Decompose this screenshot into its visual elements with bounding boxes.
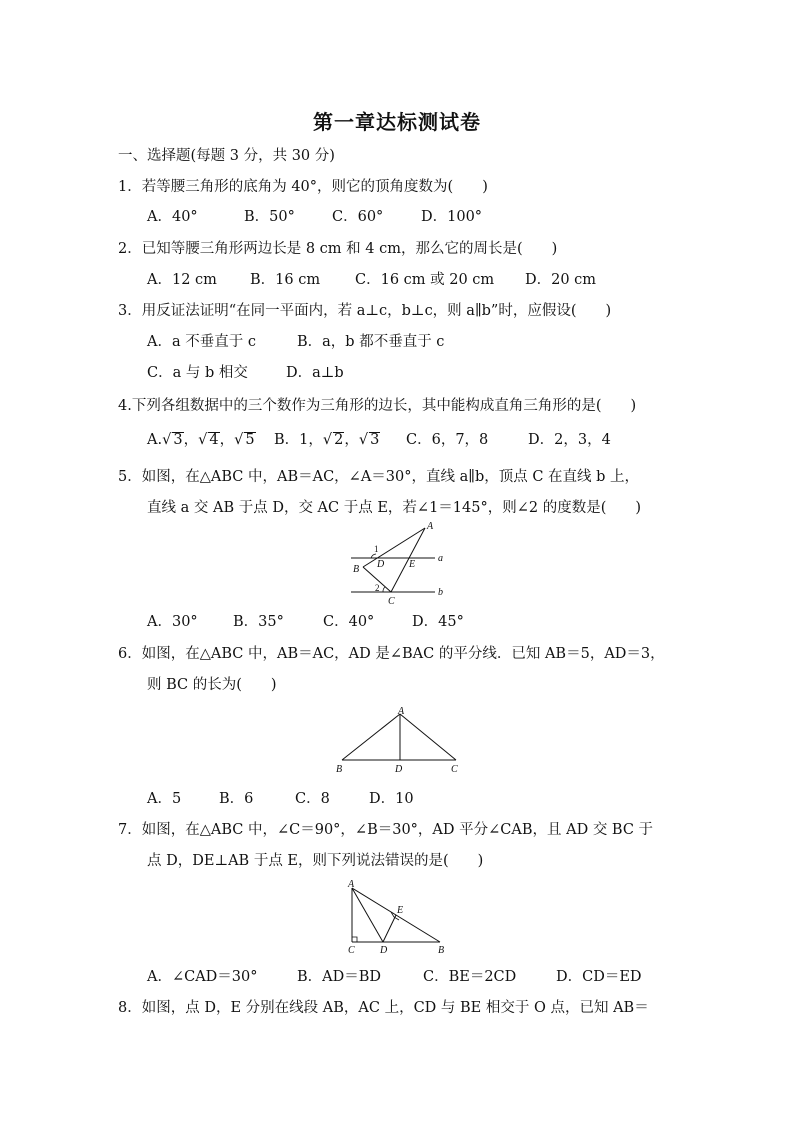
- q2-option-a: A．12 cm: [147, 272, 217, 288]
- q3-option-c: C．a 与 b 相交: [147, 365, 248, 381]
- q7-option-a: A．∠CAD＝30°: [147, 969, 258, 985]
- q7-figure: [342, 878, 454, 956]
- q5-option-c: C．40°: [323, 614, 375, 630]
- point-c-label: C: [388, 596, 395, 607]
- point-c-label: C: [348, 945, 355, 956]
- q2-option-c: C．16 cm 或 20 cm: [355, 272, 495, 288]
- question-1-stem: 1．若等腰三角形的底角为 40°，则它的顶角度数为( ): [118, 179, 488, 195]
- right-angle-c: [352, 937, 357, 942]
- sqrt-sign: √: [322, 432, 333, 448]
- sqrt-sign: √: [358, 432, 369, 448]
- q4-option-c: C．6，7，8: [406, 432, 489, 448]
- segment-de: [383, 915, 396, 942]
- q6-option-a: A．5: [147, 791, 182, 807]
- q6-figure: [330, 704, 470, 776]
- q4-option-d: D．2，3，4: [528, 432, 611, 448]
- q1-option-a: A．40°: [147, 209, 198, 225]
- q5-option-a: A．30°: [147, 614, 198, 630]
- sqrt-sign: √: [198, 432, 208, 448]
- question-5-stem-line-2: 直线 a 交 AB 于点 D，交 AC 于点 E，若∠1＝145°，则∠2 的度数是( ): [147, 500, 642, 516]
- section-heading: 一、选择题(每题 3 分，共 30 分): [118, 148, 335, 164]
- segment-ab: [363, 528, 425, 567]
- line-b-label: b: [438, 587, 443, 598]
- q1-option-b: B．50°: [244, 209, 295, 225]
- question-4-stem: 4.下列各组数据中的三个数作为三角形的边长，其中能构成直角三角形的是( ): [118, 398, 637, 414]
- sqrt-sign: √: [234, 432, 244, 448]
- q4-a-radicand-1: 3: [173, 432, 183, 448]
- q4-a-prefix: A.: [147, 432, 163, 448]
- sqrt-sign: √: [162, 432, 172, 448]
- q7-option-b: B．AD＝BD: [297, 969, 382, 985]
- q5-option-d: D．45°: [412, 614, 464, 630]
- q7-option-d: D．CD＝ED: [556, 969, 642, 985]
- q6-option-c: C．8: [295, 791, 330, 807]
- point-e-label: E: [409, 559, 416, 570]
- angle-1-label: 1: [374, 544, 379, 554]
- segment-ac: [391, 528, 425, 592]
- question-3-stem: 3．用反证法证明“在同一平面内，若 a⊥c，b⊥c，则 a∥b”时，应假设( ): [118, 303, 612, 319]
- q3-option-d: D．a⊥b: [286, 365, 344, 381]
- q4-b-radicand-1: 2: [334, 432, 344, 448]
- q3-option-b: B．a，b 都不垂直于 c: [297, 334, 445, 350]
- q1-option-c: C．60°: [332, 209, 384, 225]
- point-b-label: B: [353, 564, 360, 575]
- question-5-stem-line-1: 5．如图，在△ABC 中，AB＝AC，∠A＝30°，直线 a∥b，顶点 C 在直线 b 上，: [118, 469, 640, 485]
- point-b-label: B: [438, 945, 445, 956]
- page-title: 第一章达标测试卷: [313, 110, 481, 134]
- question-6-stem-line-1: 6．如图，在△ABC 中，AB＝AC，AD 是∠BAC 的平分线．已知 AB＝5，AD＝3，: [118, 646, 665, 662]
- angle-2-arc: [383, 587, 385, 592]
- segment-ad: [352, 888, 383, 942]
- question-8-stem-line-1: 8．如图，点 D，E 分别在线段 AB，AC 上，CD 与 BE 相交于 O 点，已知 AB＝: [118, 1000, 649, 1016]
- angle-1-arc: [371, 554, 376, 558]
- point-d-label: D: [380, 945, 388, 956]
- q7-option-c: C．BE＝2CD: [423, 969, 517, 985]
- q5-figure: [345, 520, 455, 608]
- q2-option-d: D．20 cm: [525, 272, 597, 288]
- q4-option-b: [274, 430, 380, 450]
- point-e-label: E: [397, 905, 404, 916]
- q1-option-d: D．100°: [421, 209, 483, 225]
- q4-option-a: [147, 430, 256, 450]
- q5-option-b: B．35°: [233, 614, 284, 630]
- angle-2-label: 2: [375, 583, 380, 593]
- q4-b-prefix: B．1，: [274, 432, 323, 448]
- question-2-stem: 2．已知等腰三角形两边长是 8 cm 和 4 cm，那么它的周长是( ): [118, 241, 558, 257]
- q2-option-b: B．16 cm: [250, 272, 321, 288]
- q4-b-radicand-2: 3: [370, 432, 380, 448]
- point-b-label: B: [336, 764, 343, 775]
- q6-option-b: B．6: [219, 791, 254, 807]
- q4-a-sep-2: ，: [219, 432, 235, 448]
- question-7-stem-line-1: 7．如图，在△ABC 中，∠C＝90°，∠B＝30°，AD 平分∠CAB，且 AD 交 BC 于: [118, 822, 654, 838]
- point-a-label: A: [398, 706, 405, 717]
- point-a-label: A: [427, 521, 434, 532]
- q4-a-sep-1: ，: [183, 432, 199, 448]
- segment-ab: [342, 714, 400, 760]
- q3-option-a: A．a 不垂直于 c: [147, 334, 256, 350]
- q4-b-sep: ，: [344, 432, 359, 448]
- point-a-label: A: [348, 879, 355, 890]
- point-d-label: D: [395, 764, 403, 775]
- question-7-stem-line-2: 点 D，DE⊥AB 于点 E，则下列说法错误的是( ): [147, 853, 484, 869]
- q6-option-d: D．10: [369, 791, 414, 807]
- point-d-label: D: [377, 559, 385, 570]
- q4-a-radicand-3: 5: [245, 432, 255, 448]
- line-a-label: a: [438, 553, 443, 564]
- segment-ac: [400, 714, 456, 760]
- point-c-label: C: [451, 764, 458, 775]
- question-6-stem-line-2: 则 BC 的长为( ): [147, 677, 277, 693]
- q4-a-radicand-2: 4: [209, 432, 219, 448]
